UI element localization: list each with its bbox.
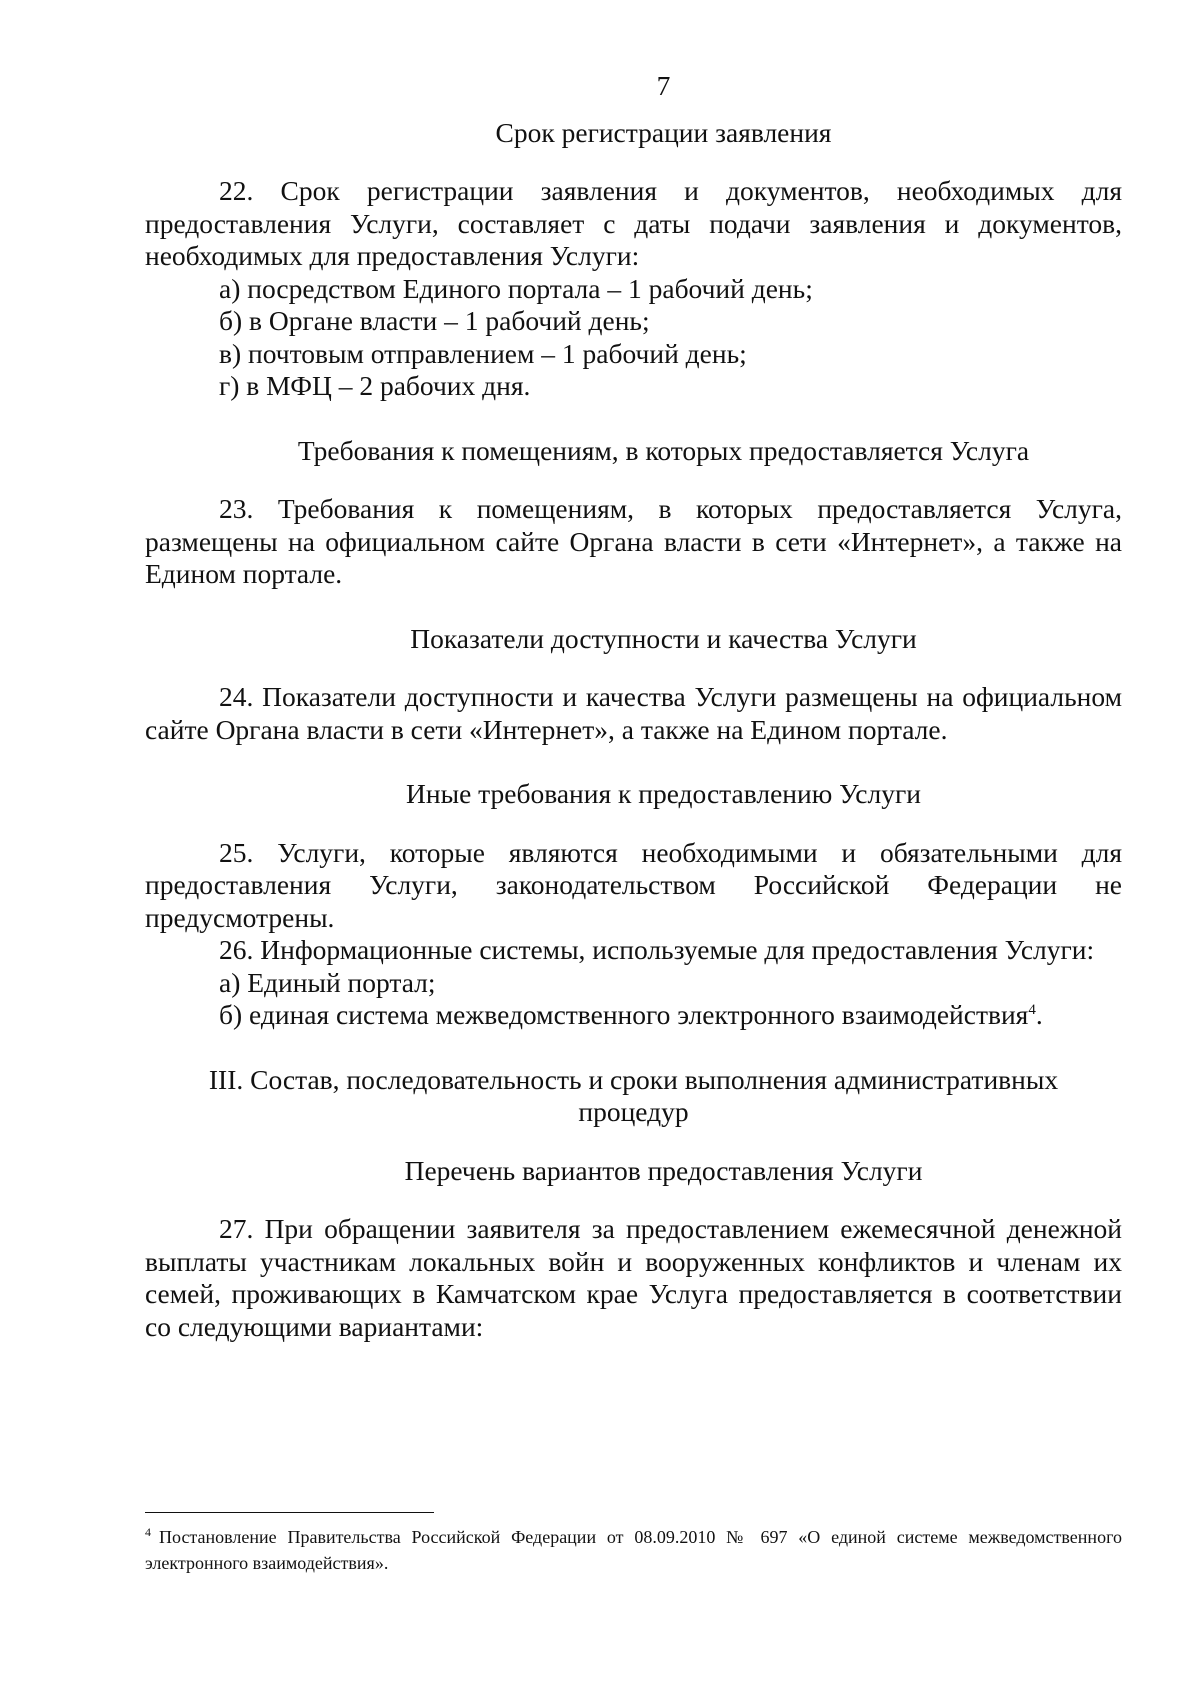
list-item: г) в МФЦ – 2 рабочих дня.: [219, 370, 531, 401]
list-item: в) почтовым отправлением – 1 рабочий день;: [219, 337, 747, 369]
chapter-title: [145, 1064, 1122, 1129]
paragraph-27: 27. При обращении заявителя за предоставлением ежемесячной денежной выплаты участникам локальных войн и вооруженных конфликтов и членам их семей, проживающих в Камчатском крае Услуга предоставляется в соответствии со следующими вариантами:: [145, 1213, 1122, 1342]
paragraph-26: 26. Информационные системы, используемые для предоставления Услуги:: [219, 934, 1095, 965]
list-item: б) в Органе власти – 1 рабочий день;: [219, 305, 650, 336]
paragraph-25: 25. Услуги, которые являются необходимыми и обязательными для предоставления Услуги, законодательством Российской Федерации не предусмотрены.: [145, 836, 1122, 933]
footnote-text: Постановление Правительства Российской Федерации от 08.09.2010 № 697 «О единой системе межведомственного электронного взаимодействия».: [145, 1527, 1122, 1573]
list-item: а) Единый портал;: [219, 966, 436, 998]
paragraph-22: 22. Срок регистрации заявления и документов, необходимых для предоставления Услуги, составляет с даты подачи заявления и документов, необходимых для предоставления Услуги:: [145, 175, 1122, 271]
list-item: а) посредством Единого портала – 1 рабочий день;: [219, 272, 813, 304]
heading-premises-requirements: Требования к помещениям, в которых предоставляется Услуга: [297, 434, 1030, 466]
chapter-title-line-1: III. Состав, последовательность и сроки выполнения административных: [208, 1063, 1059, 1095]
list-item-end: .: [1035, 999, 1043, 1030]
heading-registration-term: Срок регистрации заявления: [495, 116, 832, 148]
heading-service-variants: Перечень вариантов предоставления Услуги: [404, 1154, 923, 1186]
page-content: [145, 70, 1122, 1343]
paragraph-24: 24. Показатели доступности и качества Услуги размещены на официальном сайте Органа власти в сети «Интернет», а также на Едином портале.: [145, 681, 1122, 745]
list-item-text: б) единая система межведомственного электронного взаимодействия: [219, 999, 1029, 1030]
paragraph-23: 23. Требования к помещениям, в которых предоставляется Услуга, размещены на официальном сайте Органа власти в сети «Интернет», а также на Едином портале.: [145, 493, 1122, 589]
footnote: [145, 1524, 1122, 1576]
chapter-title-line-2: процедур: [578, 1096, 689, 1127]
heading-accessibility-indicators: Показатели доступности и качества Услуги: [410, 622, 917, 654]
list-item: [145, 999, 1122, 1032]
footnote-separator: [145, 1512, 434, 1513]
footnote-reference[interactable]: 4: [1028, 1001, 1036, 1018]
page-number: 7: [656, 70, 671, 101]
heading-other-requirements: Иные требования к предоставлению Услуги: [406, 778, 921, 809]
footnote-mark: 4: [145, 1525, 151, 1539]
